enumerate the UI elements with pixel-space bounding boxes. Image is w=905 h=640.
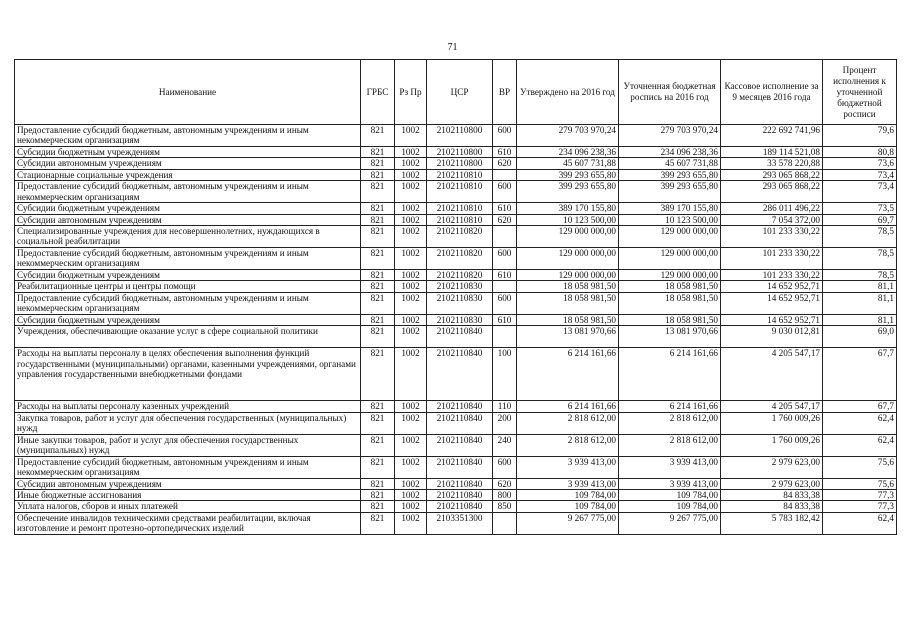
cell-rz: 1002 bbox=[395, 326, 427, 348]
cell-cash: 101 233 330,22 bbox=[721, 226, 823, 248]
cell-csr: 2102110820 bbox=[427, 270, 493, 281]
cell-csr: 2102110840 bbox=[427, 412, 493, 434]
cell-percent: 69,7 bbox=[823, 214, 897, 225]
cell-cash: 293 065 868,22 bbox=[721, 181, 823, 203]
cell-csr: 2102110840 bbox=[427, 490, 493, 501]
cell-cash: 1 760 009,26 bbox=[721, 434, 823, 456]
cell-csr: 2102110840 bbox=[427, 401, 493, 412]
cell-refined: 18 058 981,50 bbox=[619, 292, 721, 314]
cell-refined: 6 214 161,66 bbox=[619, 401, 721, 412]
cell-approved: 389 170 155,80 bbox=[517, 203, 619, 214]
cell-percent: 75,6 bbox=[823, 478, 897, 489]
cell-percent: 78,5 bbox=[823, 226, 897, 248]
table-header-row bbox=[15, 60, 897, 125]
cell-vr: 610 bbox=[493, 147, 517, 158]
cell-cash: 33 578 220,88 bbox=[721, 158, 823, 169]
cell-name: Предоставление субсидий бюджетным, автономным учреждениям и иным некоммерческим организациям bbox=[15, 125, 361, 147]
cell-name: Расходы на выплаты персоналу казенных учреждений bbox=[15, 401, 361, 412]
cell-csr: 2102110820 bbox=[427, 226, 493, 248]
cell-grbs: 821 bbox=[361, 512, 395, 534]
cell-cash: 84 833,38 bbox=[721, 501, 823, 512]
cell-grbs: 821 bbox=[361, 226, 395, 248]
cell-vr: 610 bbox=[493, 270, 517, 281]
cell-approved: 45 607 731,88 bbox=[517, 158, 619, 169]
cell-cash: 7 054 372,00 bbox=[721, 214, 823, 225]
table-row bbox=[15, 181, 897, 203]
cell-percent: 62,4 bbox=[823, 412, 897, 434]
cell-rz: 1002 bbox=[395, 512, 427, 534]
cell-name: Иные бюджетные ассигнования bbox=[15, 490, 361, 501]
cell-cash: 2 979 623,00 bbox=[721, 478, 823, 489]
header-csr: ЦСР bbox=[427, 60, 493, 125]
table-body bbox=[15, 125, 897, 535]
cell-vr: 620 bbox=[493, 478, 517, 489]
header-grbs: ГРБС bbox=[361, 60, 395, 125]
cell-name: Реабилитационные центры и центры помощи bbox=[15, 281, 361, 292]
cell-grbs: 821 bbox=[361, 292, 395, 314]
cell-csr: 2102110800 bbox=[427, 158, 493, 169]
cell-rz: 1002 bbox=[395, 478, 427, 489]
cell-cash: 5 783 182,42 bbox=[721, 512, 823, 534]
cell-percent: 67,7 bbox=[823, 348, 897, 401]
cell-name: Субсидии бюджетным учреждениям bbox=[15, 270, 361, 281]
cell-cash: 101 233 330,22 bbox=[721, 248, 823, 270]
cell-approved: 18 058 981,50 bbox=[517, 292, 619, 314]
cell-rz: 1002 bbox=[395, 147, 427, 158]
cell-percent: 80,8 bbox=[823, 147, 897, 158]
cell-name: Субсидии бюджетным учреждениям bbox=[15, 314, 361, 325]
cell-approved: 234 096 238,36 bbox=[517, 147, 619, 158]
cell-rz: 1002 bbox=[395, 292, 427, 314]
cell-vr: 600 bbox=[493, 125, 517, 147]
table-row bbox=[15, 248, 897, 270]
cell-rz: 1002 bbox=[395, 401, 427, 412]
cell-grbs: 821 bbox=[361, 281, 395, 292]
cell-grbs: 821 bbox=[361, 314, 395, 325]
header-percent: Процент исполнения к уточненной бюджетной росписи bbox=[823, 60, 897, 125]
cell-rz: 1002 bbox=[395, 501, 427, 512]
cell-vr: 240 bbox=[493, 434, 517, 456]
cell-approved: 129 000 000,00 bbox=[517, 226, 619, 248]
cell-cash: 4 205 547,17 bbox=[721, 348, 823, 401]
cell-percent: 62,4 bbox=[823, 434, 897, 456]
cell-name: Субсидии бюджетным учреждениям bbox=[15, 147, 361, 158]
cell-grbs: 821 bbox=[361, 248, 395, 270]
cell-refined: 399 293 655,80 bbox=[619, 181, 721, 203]
cell-rz: 1002 bbox=[395, 181, 427, 203]
cell-percent: 79,6 bbox=[823, 125, 897, 147]
cell-approved: 6 214 161,66 bbox=[517, 401, 619, 412]
cell-grbs: 821 bbox=[361, 348, 395, 401]
table-row bbox=[15, 203, 897, 214]
cell-vr: 620 bbox=[493, 158, 517, 169]
cell-refined: 279 703 970,24 bbox=[619, 125, 721, 147]
cell-vr bbox=[493, 512, 517, 534]
cell-grbs: 821 bbox=[361, 326, 395, 348]
cell-percent: 75,6 bbox=[823, 456, 897, 478]
cell-percent: 73,4 bbox=[823, 169, 897, 180]
cell-refined: 13 081 970,66 bbox=[619, 326, 721, 348]
header-approved: Утверждено на 2016 год bbox=[517, 60, 619, 125]
cell-grbs: 821 bbox=[361, 412, 395, 434]
cell-approved: 18 058 981,50 bbox=[517, 281, 619, 292]
cell-approved: 2 818 612,00 bbox=[517, 434, 619, 456]
cell-approved: 129 000 000,00 bbox=[517, 270, 619, 281]
cell-csr: 2102110810 bbox=[427, 214, 493, 225]
cell-approved: 6 214 161,66 bbox=[517, 348, 619, 401]
table-row bbox=[15, 314, 897, 325]
cell-cash: 84 833,38 bbox=[721, 490, 823, 501]
table-row bbox=[15, 478, 897, 489]
header-vr: ВР bbox=[493, 60, 517, 125]
page-number: 71 bbox=[447, 42, 458, 53]
header-name: Наименование bbox=[15, 60, 361, 125]
table-row bbox=[15, 348, 897, 401]
cell-percent: 62,4 bbox=[823, 512, 897, 534]
cell-csr: 2102110840 bbox=[427, 456, 493, 478]
table-row bbox=[15, 169, 897, 180]
cell-approved: 9 267 775,00 bbox=[517, 512, 619, 534]
cell-grbs: 821 bbox=[361, 147, 395, 158]
cell-percent: 77,3 bbox=[823, 490, 897, 501]
cell-rz: 1002 bbox=[395, 203, 427, 214]
cell-grbs: 821 bbox=[361, 203, 395, 214]
cell-name: Стационарные социальные учреждения bbox=[15, 169, 361, 180]
cell-percent: 78,5 bbox=[823, 248, 897, 270]
cell-name: Закупка товаров, работ и услуг для обеспечения государственных (муниципальных) нужд bbox=[15, 412, 361, 434]
cell-vr bbox=[493, 226, 517, 248]
cell-vr: 620 bbox=[493, 214, 517, 225]
cell-approved: 279 703 970,24 bbox=[517, 125, 619, 147]
cell-refined: 3 939 413,00 bbox=[619, 478, 721, 489]
cell-cash: 14 652 952,71 bbox=[721, 281, 823, 292]
cell-refined: 2 818 612,00 bbox=[619, 434, 721, 456]
cell-cash: 9 030 012,81 bbox=[721, 326, 823, 348]
cell-csr: 2102110820 bbox=[427, 248, 493, 270]
cell-refined: 234 096 238,36 bbox=[619, 147, 721, 158]
cell-percent: 73,5 bbox=[823, 203, 897, 214]
cell-rz: 1002 bbox=[395, 412, 427, 434]
cell-name: Предоставление субсидий бюджетным, автономным учреждениям и иным некоммерческим организациям bbox=[15, 181, 361, 203]
cell-csr: 2102110810 bbox=[427, 181, 493, 203]
cell-rz: 1002 bbox=[395, 434, 427, 456]
cell-refined: 2 818 612,00 bbox=[619, 412, 721, 434]
cell-approved: 109 784,00 bbox=[517, 490, 619, 501]
cell-vr: 600 bbox=[493, 292, 517, 314]
table-row bbox=[15, 158, 897, 169]
cell-name: Расходы на выплаты персоналу в целях обеспечения выполнения функций государственными (муниципальными) органами, казенными учреждениями, органами управления государственными внебюджетными фондами bbox=[15, 348, 361, 401]
cell-grbs: 821 bbox=[361, 270, 395, 281]
cell-grbs: 821 bbox=[361, 478, 395, 489]
header-cash: Кассовое исполнение за 9 месяцев 2016 года bbox=[721, 60, 823, 125]
table-row bbox=[15, 490, 897, 501]
cell-rz: 1002 bbox=[395, 348, 427, 401]
cell-grbs: 821 bbox=[361, 456, 395, 478]
cell-grbs: 821 bbox=[361, 158, 395, 169]
cell-cash: 101 233 330,22 bbox=[721, 270, 823, 281]
table-row bbox=[15, 326, 897, 348]
cell-name: Иные закупки товаров, работ и услуг для обеспечения государственных (муниципальных) нужд bbox=[15, 434, 361, 456]
cell-grbs: 821 bbox=[361, 181, 395, 203]
cell-name: Обеспечение инвалидов техническими средствами реабилитации, включая изготовление и ремонт протезно-ортопедических изделий bbox=[15, 512, 361, 534]
cell-vr: 110 bbox=[493, 401, 517, 412]
cell-csr: 2102110830 bbox=[427, 314, 493, 325]
cell-vr: 600 bbox=[493, 248, 517, 270]
cell-refined: 129 000 000,00 bbox=[619, 270, 721, 281]
cell-percent: 78,5 bbox=[823, 270, 897, 281]
cell-cash: 14 652 952,71 bbox=[721, 314, 823, 325]
cell-refined: 45 607 731,88 bbox=[619, 158, 721, 169]
cell-csr: 2102110810 bbox=[427, 203, 493, 214]
table-row bbox=[15, 226, 897, 248]
cell-cash: 293 065 868,22 bbox=[721, 169, 823, 180]
cell-vr bbox=[493, 281, 517, 292]
cell-rz: 1002 bbox=[395, 169, 427, 180]
cell-rz: 1002 bbox=[395, 158, 427, 169]
cell-cash: 1 760 009,26 bbox=[721, 412, 823, 434]
cell-csr: 2102110840 bbox=[427, 434, 493, 456]
cell-refined: 10 123 500,00 bbox=[619, 214, 721, 225]
cell-csr: 2102110810 bbox=[427, 169, 493, 180]
cell-vr: 600 bbox=[493, 456, 517, 478]
cell-vr: 100 bbox=[493, 348, 517, 401]
table-row bbox=[15, 281, 897, 292]
cell-name: Предоставление субсидий бюджетным, автономным учреждениям и иным некоммерческим организациям bbox=[15, 292, 361, 314]
cell-refined: 18 058 981,50 bbox=[619, 281, 721, 292]
cell-rz: 1002 bbox=[395, 281, 427, 292]
cell-grbs: 821 bbox=[361, 125, 395, 147]
cell-csr: 2102110840 bbox=[427, 326, 493, 348]
cell-percent: 73,4 bbox=[823, 181, 897, 203]
table-row bbox=[15, 512, 897, 534]
cell-vr: 800 bbox=[493, 490, 517, 501]
cell-percent: 67,7 bbox=[823, 401, 897, 412]
cell-vr: 610 bbox=[493, 203, 517, 214]
cell-rz: 1002 bbox=[395, 314, 427, 325]
cell-csr: 2102110840 bbox=[427, 478, 493, 489]
cell-name: Уплата налогов, сборов и иных платежей bbox=[15, 501, 361, 512]
cell-vr: 850 bbox=[493, 501, 517, 512]
cell-vr: 610 bbox=[493, 314, 517, 325]
cell-refined: 6 214 161,66 bbox=[619, 348, 721, 401]
cell-refined: 389 170 155,80 bbox=[619, 203, 721, 214]
cell-grbs: 821 bbox=[361, 434, 395, 456]
cell-rz: 1002 bbox=[395, 226, 427, 248]
cell-approved: 3 939 413,00 bbox=[517, 456, 619, 478]
table-row bbox=[15, 270, 897, 281]
cell-approved: 399 293 655,80 bbox=[517, 169, 619, 180]
cell-refined: 109 784,00 bbox=[619, 490, 721, 501]
table-row bbox=[15, 456, 897, 478]
cell-rz: 1002 bbox=[395, 248, 427, 270]
cell-percent: 69,0 bbox=[823, 326, 897, 348]
cell-percent: 81,1 bbox=[823, 292, 897, 314]
cell-vr: 600 bbox=[493, 181, 517, 203]
cell-refined: 399 293 655,80 bbox=[619, 169, 721, 180]
cell-cash: 2 979 623,00 bbox=[721, 456, 823, 478]
budget-table bbox=[14, 59, 897, 535]
table-row bbox=[15, 147, 897, 158]
cell-grbs: 821 bbox=[361, 169, 395, 180]
cell-cash: 189 114 521,08 bbox=[721, 147, 823, 158]
cell-percent: 77,3 bbox=[823, 501, 897, 512]
cell-refined: 109 784,00 bbox=[619, 501, 721, 512]
table-row bbox=[15, 401, 897, 412]
cell-cash: 286 011 496,22 bbox=[721, 203, 823, 214]
cell-percent: 81,1 bbox=[823, 281, 897, 292]
cell-grbs: 821 bbox=[361, 501, 395, 512]
table-row bbox=[15, 214, 897, 225]
cell-csr: 2102110830 bbox=[427, 281, 493, 292]
table-row bbox=[15, 292, 897, 314]
cell-grbs: 821 bbox=[361, 401, 395, 412]
cell-approved: 129 000 000,00 bbox=[517, 248, 619, 270]
cell-cash: 14 652 952,71 bbox=[721, 292, 823, 314]
cell-name: Предоставление субсидий бюджетным, автономным учреждениям и иным некоммерческим организациям bbox=[15, 456, 361, 478]
table-row bbox=[15, 434, 897, 456]
cell-csr: 2102110800 bbox=[427, 147, 493, 158]
cell-vr bbox=[493, 326, 517, 348]
cell-percent: 81,1 bbox=[823, 314, 897, 325]
cell-cash: 222 692 741,96 bbox=[721, 125, 823, 147]
cell-refined: 9 267 775,00 bbox=[619, 512, 721, 534]
cell-vr bbox=[493, 169, 517, 180]
cell-name: Субсидии автономным учреждениям bbox=[15, 214, 361, 225]
cell-refined: 129 000 000,00 bbox=[619, 226, 721, 248]
cell-name: Субсидии автономным учреждениям bbox=[15, 158, 361, 169]
cell-rz: 1002 bbox=[395, 490, 427, 501]
cell-grbs: 821 bbox=[361, 214, 395, 225]
cell-approved: 399 293 655,80 bbox=[517, 181, 619, 203]
cell-rz: 1002 bbox=[395, 214, 427, 225]
cell-cash: 4 205 547,17 bbox=[721, 401, 823, 412]
cell-csr: 2103351300 bbox=[427, 512, 493, 534]
cell-approved: 2 818 612,00 bbox=[517, 412, 619, 434]
cell-rz: 1002 bbox=[395, 270, 427, 281]
cell-csr: 2102110840 bbox=[427, 501, 493, 512]
cell-rz: 1002 bbox=[395, 125, 427, 147]
cell-name: Субсидии бюджетным учреждениям bbox=[15, 203, 361, 214]
cell-refined: 129 000 000,00 bbox=[619, 248, 721, 270]
header-refined: Уточненная бюджетная роспись на 2016 год bbox=[619, 60, 721, 125]
cell-approved: 10 123 500,00 bbox=[517, 214, 619, 225]
table-row bbox=[15, 501, 897, 512]
cell-approved: 3 939 413,00 bbox=[517, 478, 619, 489]
cell-vr: 200 bbox=[493, 412, 517, 434]
cell-refined: 3 939 413,00 bbox=[619, 456, 721, 478]
cell-csr: 2102110830 bbox=[427, 292, 493, 314]
table-row bbox=[15, 412, 897, 434]
table-row bbox=[15, 125, 897, 147]
header-rz-pr: Рз Пр bbox=[395, 60, 427, 125]
cell-name: Учреждения, обеспечивающие оказание услуг в сфере социальной политики bbox=[15, 326, 361, 348]
cell-csr: 2102110800 bbox=[427, 125, 493, 147]
cell-name: Предоставление субсидий бюджетным, автономным учреждениям и иным некоммерческим организациям bbox=[15, 248, 361, 270]
cell-approved: 109 784,00 bbox=[517, 501, 619, 512]
cell-name: Специализированные учреждения для несовершеннолетних, нуждающихся в социальной реабилитации bbox=[15, 226, 361, 248]
cell-percent: 73,6 bbox=[823, 158, 897, 169]
cell-rz: 1002 bbox=[395, 456, 427, 478]
cell-refined: 18 058 981,50 bbox=[619, 314, 721, 325]
cell-approved: 13 081 970,66 bbox=[517, 326, 619, 348]
cell-name: Субсидии автономным учреждениям bbox=[15, 478, 361, 489]
cell-grbs: 821 bbox=[361, 490, 395, 501]
cell-csr: 2102110840 bbox=[427, 348, 493, 401]
cell-approved: 18 058 981,50 bbox=[517, 314, 619, 325]
